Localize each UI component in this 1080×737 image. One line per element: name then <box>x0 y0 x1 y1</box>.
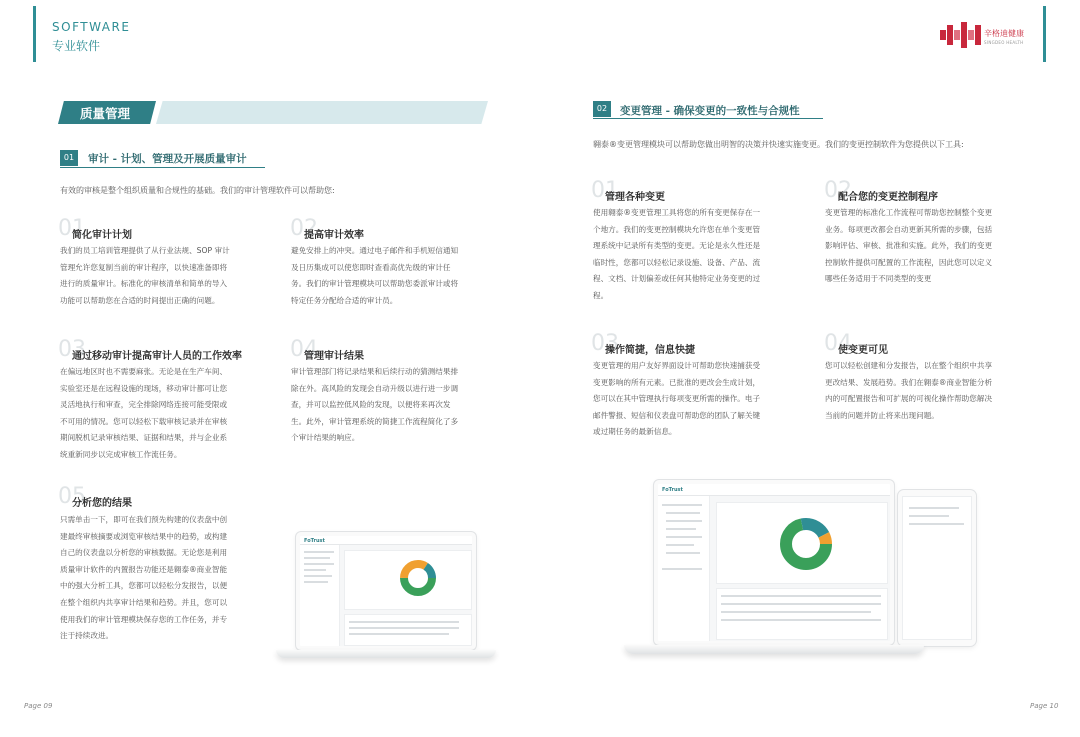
app-logo: FoTrust <box>662 487 683 493</box>
laptop-screen <box>654 480 894 645</box>
quality-management-banner <box>58 101 488 124</box>
banner-title: 质量管理 <box>80 106 131 121</box>
item-title: 管理审计结果 <box>304 351 364 362</box>
section-title: 变更管理 - 确保变更的一致性与合规性 <box>620 105 800 117</box>
laptop-screen <box>296 532 476 650</box>
item-number: 01 <box>58 216 86 241</box>
intro-text: 翱泰®变更管理模块可以帮助您做出明智的决策并快速实施变更。我们的变更控制软件为您提供以下工具: <box>593 140 964 149</box>
item-number: 03 <box>591 331 619 356</box>
item-title: 提高审计效率 <box>304 230 364 241</box>
item-title: 管理各种变更 <box>605 192 665 203</box>
donut-chart-icon <box>398 558 438 598</box>
section-number: 02 <box>593 101 611 117</box>
item-text: 我们的员工培训管理提供了从行业法规、SOP 审计 管理允许您复制当前的审计程序，以快速准备即将 进行的质量审计。标准化的审核清单和简单的导入 功能可以帮助您在合适的时间提出正确的问题。 <box>60 246 230 305</box>
section-underline <box>60 167 265 168</box>
header-title-cn: 专业软件 <box>52 39 101 53</box>
item-number: 04 <box>290 337 318 362</box>
laptop-base <box>624 645 924 654</box>
item-number: 01 <box>591 178 619 203</box>
section-number: 01 <box>60 150 78 166</box>
item-title: 简化审计计划 <box>72 230 132 241</box>
item-title: 操作简捷，信息快捷 <box>605 345 695 356</box>
item-title: 通过移动审计提高审计人员的工作效率 <box>72 351 242 362</box>
item-text: 审计管理部门将记录结果和后续行动的猜测结果排 除在外。高风险的发现会自动升级以进行进一步调 查，并可以监控低风险的发现，以便将来再次发 生。此外，审计管理系统的简捷工作流程简化了多 个审计结果的响应。 <box>291 367 459 443</box>
logo-text-en: SINGDEO HEALTH <box>984 40 1024 45</box>
item-number: 03 <box>58 337 86 362</box>
item-number: 05 <box>58 484 86 509</box>
section-title: 审计 - 计划、管理及开展质量审计 <box>88 153 247 165</box>
brand-logo <box>940 22 1040 50</box>
laptop-base <box>276 650 496 658</box>
item-text: 变更管理的用户友好界面设计可帮助您快速捕获受 变更影响的所有元素。已批准的更改会生成计划， 您可以在其中管理执行每项变更所需的操作。电子 邮件警报、短信和仪表盘可帮助您的团队了解关键 或过期任务的最新信息。 <box>593 361 761 437</box>
item-number: 04 <box>824 331 852 356</box>
page-number-right: Page 10 <box>1030 702 1059 710</box>
header-accent-bar-right <box>1043 6 1046 62</box>
logo-text-cn: 辛格迪健康 <box>984 29 1024 38</box>
header-accent-bar-left <box>33 6 36 62</box>
item-title: 分析您的结果 <box>72 498 132 509</box>
item-number: 02 <box>824 178 852 203</box>
item-title: 使变更可见 <box>838 345 888 356</box>
item-number: 02 <box>290 216 318 241</box>
item-text: 避免安排上的冲突。通过电子邮件和手机短信通知 及日历集成可以使您即时查看高优先级的审计任 务。我们的审计管理模块可以帮助您委派审计或将 特定任务分配给合适的审计员。 <box>291 246 459 305</box>
app-logo: FoTrust <box>304 538 325 544</box>
intro-text: 有效的审核是整个组织质量和合规性的基础。我们的审计管理软件可以帮助您: <box>60 186 335 195</box>
section-underline <box>593 118 823 119</box>
donut-chart-icon <box>776 514 836 574</box>
item-title: 配合您的变更控制程序 <box>838 192 938 203</box>
laptop-mockup-left <box>276 532 496 662</box>
laptop-mockup-right <box>624 480 924 658</box>
header-title-en: SOFTWARE <box>52 20 131 34</box>
item-text: 只需单击一下，即可在我们预先构建的仪表盘中创 建最终审核摘要或浏览审核结果中的趋势，或构建 自己的仪表盘以分析您的审核数据。无论您是利用 质量审计软件的内置报告功能还是翱泰®商业智能 中的强大分析工具，您都可以轻松分发报告，以便 在整个组织内共享审计结果和趋势。并且，您可以 使用我们的审计管理模块保存您的工作任务，并专 注于持续改进。 <box>60 515 228 641</box>
page-number-left: Page 09 <box>24 702 53 710</box>
item-text: 您可以轻松创建和分发报告，以在整个组织中共享 更改结果、发展趋势。我们在翱泰®商业智能分析 内的可配置报告和可扩展的可视化操作帮助您解决 当前的问题并防止将来出现问题。 <box>825 361 993 420</box>
item-text: 使用翱泰®变更管理工具将您的所有变更保存在一 个地方。我们的变更控制模块允许您在单个变更管 理系统中记录所有类型的变更。无论是永久性还是 临时性，您都可以轻松记录设施、设备、产品、流 程、文档、计划偏差或任何其他特定业务变更的过 程。 <box>593 208 761 300</box>
item-text: 变更管理的标准化工作流程可帮助您控制整个变更 业务。每项更改都会自动更新其所需的步骤，包括 影响评估、审核、批准和实施。此外，我们的变更 控制软件提供可配置的工作流程，因此您可以定义 哪些任务适用于不同类型的变更 <box>825 208 993 284</box>
logo-blocks-icon <box>940 22 984 48</box>
item-text: 在偏远地区时也不需要麻张。无论是在生产车间、 实验室还是在远程设施的现场，移动审计都可让您 灵活地执行和审查，完全排除网络连接可能受限或 不可用的情况。您可以轻松下载审核记录并在审核 期间脱机记录审核结果、证据和结果，并与企业系 统重新同步以完成审核工作流任务。 <box>60 367 228 459</box>
